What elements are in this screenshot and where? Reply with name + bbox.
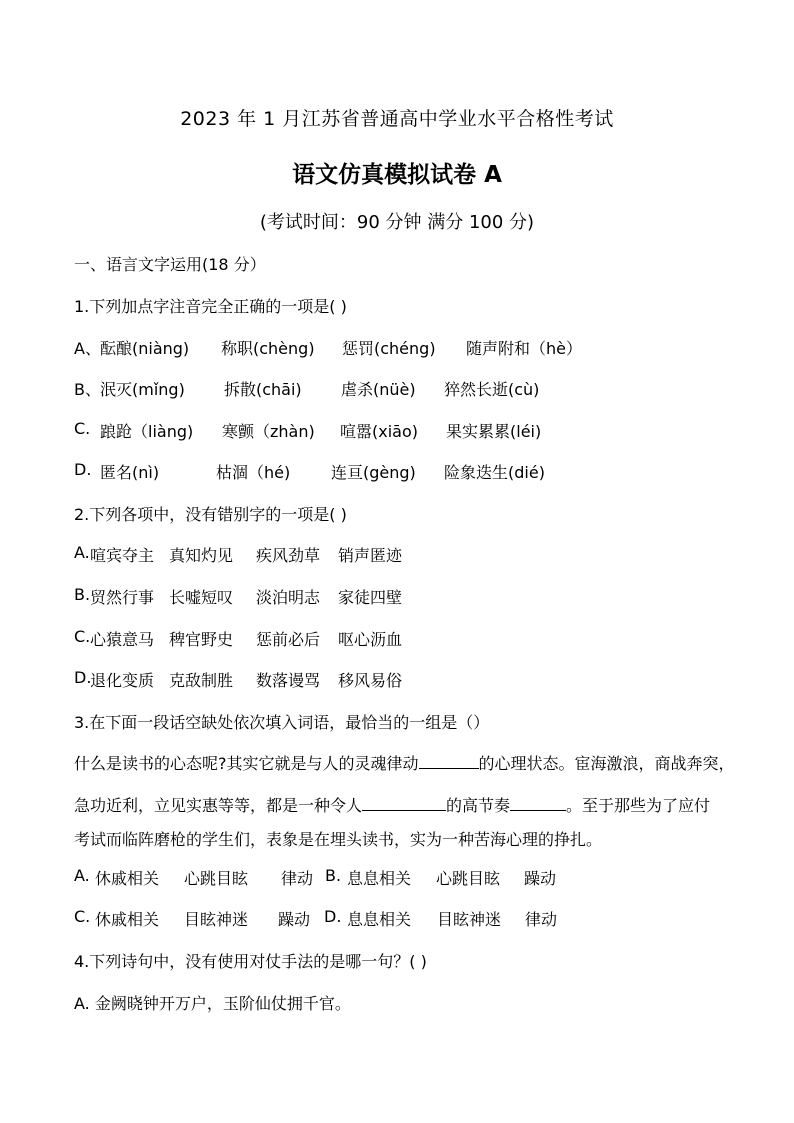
option-label: C.	[74, 419, 91, 438]
q4-option-a: A. 金阙晓钟开万户，玉阶仙仗拥千官。	[74, 994, 351, 1013]
option-item: 猝然长逝(cù)	[444, 380, 540, 399]
option-item: 息息相关	[347, 910, 412, 929]
option-item: 匿名(nì)	[100, 463, 160, 482]
option-label: C.	[74, 627, 91, 646]
question-2-stem: 2.下列各项中，没有错别字的一项是( )	[74, 505, 347, 524]
option-label: A、	[74, 339, 101, 358]
q3-passage-line-1	[74, 751, 735, 774]
exam-info: (考试时间：90 分钟 满分 100 分)	[259, 212, 535, 233]
option-label: A.	[74, 866, 90, 885]
option-item: 目眩神迷	[437, 910, 502, 929]
option-item: 呕心沥血	[338, 630, 403, 649]
option-item: 惩前必后	[256, 630, 321, 649]
option-item: 息息相关	[347, 869, 412, 888]
option-item: 淡泊明志	[256, 588, 321, 607]
fill-blank	[510, 796, 566, 811]
fill-blank	[419, 754, 479, 769]
option-item: 律动	[525, 910, 558, 929]
question-1-stem: 1.下列加点字注音完全正确的一项是( )	[74, 297, 347, 316]
option-item: 喧嚣(xiāo)	[340, 422, 418, 441]
option-label: A.	[74, 543, 90, 562]
option-item: 虐杀(nüè)	[341, 380, 416, 399]
question-4-stem: 4.下列诗句中，没有使用对仗手法的是哪一句？( )	[74, 952, 427, 971]
passage-text: 。至于那些为了应付	[566, 796, 711, 815]
option-item: 心跳目眩	[436, 869, 501, 888]
q3-passage-line-2	[74, 793, 710, 816]
option-item: 数落谩骂	[256, 671, 321, 690]
option-item: 泯灭(mǐng)	[100, 380, 185, 399]
option-item: 踉跄（liàng)	[100, 422, 194, 441]
option-item: 真知灼见	[169, 546, 234, 565]
option-item: 称职(chèng)	[221, 339, 315, 358]
option-item: 心跳目眩	[184, 869, 249, 888]
q3-passage-line-3: 考试而临阵磨枪的学生们，表象是在埋头读书，实为一种苦海心理的挣扎。	[74, 830, 603, 849]
section-heading: 一、语言文字运用(18 分）	[74, 255, 266, 274]
option-item: 贸然行事	[90, 588, 155, 607]
exam-title: 2023 年 1 月江苏省普通高中学业水平合格性考试	[180, 108, 614, 130]
option-item: 心猿意马	[90, 630, 155, 649]
passage-text: 的高节奏	[446, 796, 511, 815]
option-item: 寒颤（zhàn)	[222, 422, 315, 441]
option-item: 连亘(gèng)	[331, 463, 416, 482]
option-item: 躁动	[278, 910, 311, 929]
option-item: 律动	[281, 869, 314, 888]
option-item: 随声附和（hè）	[466, 339, 582, 358]
option-item: 险象迭生(dié)	[444, 463, 545, 482]
option-item: 喧宾夺主	[90, 546, 155, 565]
option-item: 长嘘短叹	[169, 588, 234, 607]
option-label: D.	[74, 460, 92, 479]
option-item: 疾风劲草	[256, 546, 321, 565]
option-label: B.	[325, 866, 342, 885]
option-label: B.	[74, 585, 91, 604]
option-item: 稗官野史	[169, 630, 234, 649]
passage-text: 急功近利，立见实惠等等，都是一种令人	[74, 796, 363, 815]
option-item: 酝酿(niàng)	[100, 339, 190, 358]
option-item: 销声匿迹	[338, 546, 403, 565]
option-label: D.	[324, 907, 342, 926]
option-item: 躁动	[524, 869, 557, 888]
option-item: 拆散(chāi)	[224, 380, 302, 399]
option-item: 移风易俗	[338, 671, 403, 690]
option-item: 克敌制胜	[169, 671, 234, 690]
option-item: 退化变质	[90, 671, 155, 690]
fill-blank	[362, 796, 446, 811]
option-item: 惩罚(chéng)	[342, 339, 436, 358]
option-item: 家徒四壁	[338, 588, 403, 607]
passage-text: 什么是读书的心态呢?其实它就是与人的灵魂律动	[74, 754, 419, 773]
option-item: 休戚相关	[95, 869, 160, 888]
option-label: B、	[74, 380, 101, 399]
paper-title: 语文仿真模拟试卷 A	[292, 162, 502, 188]
option-item: 目眩神迷	[184, 910, 249, 929]
question-3-stem: 3.在下面一段话空缺处依次填入词语，最恰当的一组是（）	[74, 713, 490, 732]
option-item: 果实累累(léi)	[446, 422, 542, 441]
passage-text: 的心理状态。宦海激浪，商战奔突，	[478, 754, 735, 773]
option-item: 枯涸（hé)	[216, 463, 291, 482]
option-label: C.	[74, 907, 91, 926]
option-label: D.	[74, 668, 92, 687]
option-item: 休戚相关	[95, 910, 160, 929]
